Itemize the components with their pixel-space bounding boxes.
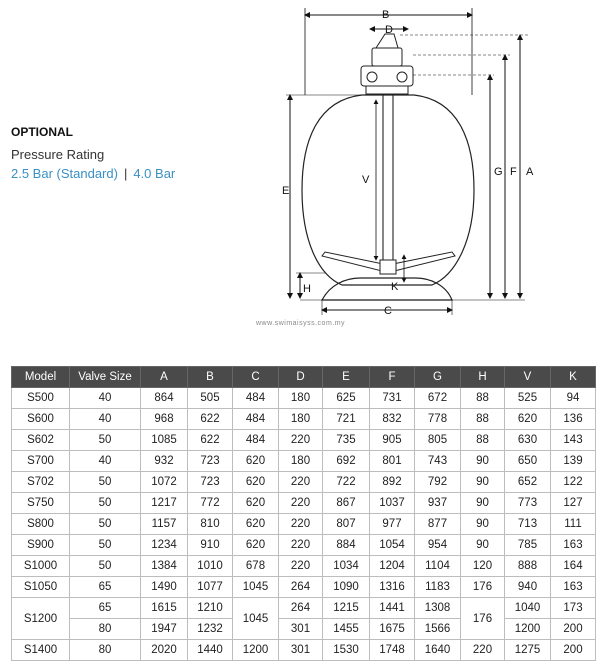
dimension-table	[11, 366, 596, 661]
cell: S600	[12, 409, 70, 430]
table-row	[12, 514, 596, 535]
cell: 622	[188, 430, 233, 451]
tank-base	[322, 278, 452, 300]
cell: 672	[415, 388, 461, 409]
table-row	[12, 619, 596, 640]
cell: 180	[279, 409, 323, 430]
cell: 220	[279, 535, 323, 556]
cell: 136	[551, 409, 596, 430]
cell: 713	[505, 514, 551, 535]
cell: 120	[461, 556, 505, 577]
column-header: E	[323, 367, 370, 388]
column-header: G	[415, 367, 461, 388]
cell: 1204	[370, 556, 415, 577]
table-row	[12, 493, 596, 514]
label-c: C	[384, 305, 392, 317]
cell: 620	[233, 451, 279, 472]
label-k: K	[391, 281, 399, 293]
cell: 1200	[233, 640, 279, 661]
cell: 1217	[141, 493, 188, 514]
cell: 88	[461, 409, 505, 430]
watermark: www.swimaisyss.com.my	[256, 320, 346, 327]
cell: 220	[279, 493, 323, 514]
cell: 832	[370, 409, 415, 430]
cell: 40	[70, 451, 141, 472]
table-row	[12, 451, 596, 472]
column-header: D	[279, 367, 323, 388]
cell: 1157	[141, 514, 188, 535]
cell: 1045	[233, 577, 279, 598]
label-d: D	[385, 24, 393, 36]
cell: 888	[505, 556, 551, 577]
cell: 778	[415, 409, 461, 430]
table-row	[12, 577, 596, 598]
cell: 625	[323, 388, 370, 409]
cell: 773	[505, 493, 551, 514]
cell: 622	[188, 409, 233, 430]
label-v: V	[362, 174, 370, 186]
cell: 90	[461, 535, 505, 556]
table-row	[12, 640, 596, 661]
cell: 805	[415, 430, 461, 451]
table-header-row	[12, 367, 596, 388]
cell: 977	[370, 514, 415, 535]
cell: 792	[415, 472, 461, 493]
cell: 884	[323, 535, 370, 556]
cell: 867	[323, 493, 370, 514]
cell: 2020	[141, 640, 188, 661]
cell: 484	[233, 409, 279, 430]
cell: 801	[370, 451, 415, 472]
cell: 743	[415, 451, 461, 472]
cell: 1010	[188, 556, 233, 577]
cell: 692	[323, 451, 370, 472]
cell: 630	[505, 430, 551, 451]
cell: 220	[279, 430, 323, 451]
cell: 139	[551, 451, 596, 472]
column-header: K	[551, 367, 596, 388]
pressure-standard: 2.5 Bar (Standard)	[11, 166, 118, 181]
cell: 1615	[141, 598, 188, 619]
cell: 1104	[415, 556, 461, 577]
cell: 731	[370, 388, 415, 409]
cell: 620	[505, 409, 551, 430]
label-e: E	[282, 185, 290, 197]
cell: 200	[551, 640, 596, 661]
cell: 1040	[505, 598, 551, 619]
table-row	[12, 556, 596, 577]
pressure-alt: 4.0 Bar	[133, 166, 176, 181]
cell: 932	[141, 451, 188, 472]
column-header: V	[505, 367, 551, 388]
cell: 1210	[188, 598, 233, 619]
cell: S800	[12, 514, 70, 535]
cell: 723	[188, 451, 233, 472]
cell: S700	[12, 451, 70, 472]
cell: 620	[233, 514, 279, 535]
cell: 200	[551, 619, 596, 640]
cell: 40	[70, 388, 141, 409]
cell: 1234	[141, 535, 188, 556]
cell: 301	[279, 640, 323, 661]
cell: 1183	[415, 577, 461, 598]
cell: 90	[461, 493, 505, 514]
cell: 1455	[323, 619, 370, 640]
cell: S500	[12, 388, 70, 409]
cell: 910	[188, 535, 233, 556]
cell: 176	[461, 598, 505, 640]
cell: 163	[551, 577, 596, 598]
table-row	[12, 535, 596, 556]
cell: 90	[461, 472, 505, 493]
cell: 1034	[323, 556, 370, 577]
cell: 90	[461, 514, 505, 535]
cell: 50	[70, 472, 141, 493]
column-header: A	[141, 367, 188, 388]
cell: 620	[233, 493, 279, 514]
cell: 525	[505, 388, 551, 409]
cell: 678	[233, 556, 279, 577]
cell: 1640	[415, 640, 461, 661]
cell: 264	[279, 598, 323, 619]
cell: 652	[505, 472, 551, 493]
cell: 80	[70, 619, 141, 640]
column-header: H	[461, 367, 505, 388]
cell: 65	[70, 577, 141, 598]
cell: S1000	[12, 556, 70, 577]
cell: 505	[188, 388, 233, 409]
optional-title: OPTIONAL	[11, 125, 73, 139]
cell: 892	[370, 472, 415, 493]
cell: 484	[233, 430, 279, 451]
column-header: Valve Size	[70, 367, 141, 388]
cell: 122	[551, 472, 596, 493]
cell: 220	[279, 472, 323, 493]
cell: 180	[279, 388, 323, 409]
cell: 1090	[323, 577, 370, 598]
cell: 164	[551, 556, 596, 577]
cell: 968	[141, 409, 188, 430]
cell: 877	[415, 514, 461, 535]
cell: 1215	[323, 598, 370, 619]
cell: 65	[70, 598, 141, 619]
cell: S602	[12, 430, 70, 451]
cell: 1748	[370, 640, 415, 661]
cell: 1275	[505, 640, 551, 661]
cell: S1400	[12, 640, 70, 661]
cell: 810	[188, 514, 233, 535]
column-header: Model	[12, 367, 70, 388]
cell: 1085	[141, 430, 188, 451]
cell: 50	[70, 430, 141, 451]
label-f: F	[510, 166, 517, 178]
cell: S1200	[12, 598, 70, 640]
cell: 785	[505, 535, 551, 556]
cell: 1566	[415, 619, 461, 640]
table-row	[12, 388, 596, 409]
cell: 127	[551, 493, 596, 514]
cell: 50	[70, 514, 141, 535]
cell: 88	[461, 430, 505, 451]
cell: 1308	[415, 598, 461, 619]
cell: 1947	[141, 619, 188, 640]
cell: 1045	[233, 598, 279, 640]
cell: 1675	[370, 619, 415, 640]
cell: 1384	[141, 556, 188, 577]
cell: S1050	[12, 577, 70, 598]
cell: 620	[233, 535, 279, 556]
cell: 143	[551, 430, 596, 451]
cell: 50	[70, 493, 141, 514]
cell: 1530	[323, 640, 370, 661]
cell: 1232	[188, 619, 233, 640]
cell: 1316	[370, 577, 415, 598]
pressure-separator: |	[123, 166, 128, 181]
cell: 772	[188, 493, 233, 514]
cell: 721	[323, 409, 370, 430]
cell: 80	[70, 640, 141, 661]
cell: 94	[551, 388, 596, 409]
cell: 1440	[188, 640, 233, 661]
cell: 50	[70, 556, 141, 577]
cell: 620	[233, 472, 279, 493]
cell: 905	[370, 430, 415, 451]
cell: 1037	[370, 493, 415, 514]
cell: 264	[279, 577, 323, 598]
cell: 1490	[141, 577, 188, 598]
tank-body	[302, 95, 474, 285]
table-row	[12, 598, 596, 619]
cell: 88	[461, 388, 505, 409]
cell: 220	[461, 640, 505, 661]
cell: 40	[70, 409, 141, 430]
cell: 937	[415, 493, 461, 514]
cell: 940	[505, 577, 551, 598]
cell: 722	[323, 472, 370, 493]
cell: 176	[461, 577, 505, 598]
cell: 735	[323, 430, 370, 451]
table-row	[12, 430, 596, 451]
cell: 1077	[188, 577, 233, 598]
cell: 723	[188, 472, 233, 493]
pressure-rating-values	[11, 166, 175, 181]
cell: 484	[233, 388, 279, 409]
cell: 301	[279, 619, 323, 640]
cell: 864	[141, 388, 188, 409]
cell: 220	[279, 514, 323, 535]
column-header: F	[370, 367, 415, 388]
cell: 954	[415, 535, 461, 556]
cell: 180	[279, 451, 323, 472]
central-pipe	[383, 92, 393, 272]
cell: 111	[551, 514, 596, 535]
label-h: H	[303, 283, 311, 295]
column-header: B	[188, 367, 233, 388]
cell: 90	[461, 451, 505, 472]
table-row	[12, 472, 596, 493]
table-row	[12, 409, 596, 430]
cell: 650	[505, 451, 551, 472]
cell: 1072	[141, 472, 188, 493]
pressure-rating-label: Pressure Rating	[11, 147, 105, 162]
label-a: A	[526, 166, 534, 178]
cell: 173	[551, 598, 596, 619]
cell: 807	[323, 514, 370, 535]
cell: 50	[70, 535, 141, 556]
cell: 220	[279, 556, 323, 577]
filter-dimension-diagram	[0, 0, 600, 330]
cell: S900	[12, 535, 70, 556]
hub	[380, 260, 396, 274]
cell: 1054	[370, 535, 415, 556]
cell: 163	[551, 535, 596, 556]
column-header: C	[233, 367, 279, 388]
cell: 1200	[505, 619, 551, 640]
cell: 1441	[370, 598, 415, 619]
label-g: G	[494, 166, 503, 178]
cell: S750	[12, 493, 70, 514]
cell: S702	[12, 472, 70, 493]
label-b: B	[382, 9, 390, 21]
multiport-valve	[361, 34, 413, 94]
